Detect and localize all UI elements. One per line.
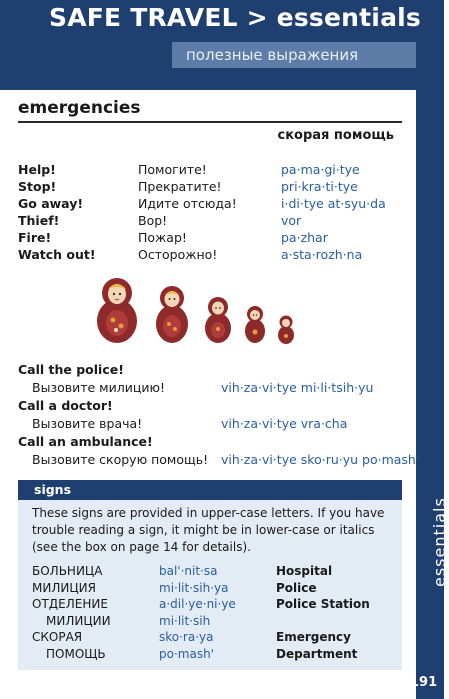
sign-pronunciation: a·dil·ye·ni·ye bbox=[159, 597, 236, 611]
sign-english: Police Station bbox=[276, 597, 370, 611]
matryoshka-doll-icon bbox=[156, 286, 188, 343]
section-divider bbox=[18, 121, 402, 123]
phrase-english: Help! bbox=[18, 162, 56, 177]
sign-english: Department bbox=[276, 646, 358, 661]
phrase-pronunciation: pa·zhar bbox=[281, 230, 328, 245]
sign-pronunciation: bal'·nit·sa bbox=[159, 564, 218, 578]
sign-russian: МИЛИЦИЯ bbox=[32, 580, 96, 595]
sign-row bbox=[32, 614, 396, 631]
call-pronunciation: vih·za·vi·tye mi·li·tsih·yu bbox=[221, 380, 374, 395]
phrase-row bbox=[18, 162, 408, 179]
sign-row bbox=[32, 581, 396, 598]
call-english: Call a doctor! bbox=[18, 398, 113, 413]
call-english: Call an ambulance! bbox=[18, 434, 153, 449]
page-title: SAFE TRAVEL > essentials bbox=[49, 3, 421, 32]
phrase-row bbox=[18, 179, 408, 196]
phrase-russian: Пожар! bbox=[138, 230, 187, 245]
phrase-russian: Помогите! bbox=[138, 162, 207, 177]
call-phrases bbox=[18, 362, 420, 470]
phrase-row bbox=[18, 196, 408, 213]
page-header bbox=[0, 0, 444, 90]
sign-pronunciation: sko·ra·ya bbox=[159, 630, 214, 644]
sign-row bbox=[32, 630, 396, 647]
phrase-pronunciation: pa·ma·gi·tye bbox=[281, 162, 360, 177]
section-title: emergencies bbox=[18, 98, 141, 118]
phrase-russian: Вор! bbox=[138, 213, 168, 228]
phrase-pronunciation: pri·kra·ti·tye bbox=[281, 179, 358, 194]
phrase-pronunciation: a·sta·rozh·na bbox=[281, 247, 363, 262]
russian-section-heading: скорая помощь bbox=[277, 128, 394, 143]
call-pronunciation: vih·za·vi·tye vra·cha bbox=[221, 416, 348, 431]
sign-russian: ПОМОЩЬ bbox=[46, 646, 106, 661]
sign-russian: ОТДЕЛЕНИЕ bbox=[32, 597, 108, 611]
signs-title: signs bbox=[34, 482, 72, 497]
phrase-list bbox=[18, 162, 408, 264]
page-subtitle: полезные выражения bbox=[172, 42, 416, 68]
signs-header bbox=[18, 480, 402, 500]
sign-russian: БОЛЬНИЦА bbox=[32, 564, 103, 578]
call-english: Call the police! bbox=[18, 362, 124, 377]
phrase-english: Stop! bbox=[18, 179, 57, 194]
phrase-pronunciation: i·di·tye at·syu·da bbox=[281, 196, 386, 211]
call-phrase bbox=[18, 434, 420, 470]
phrase-english: Watch out! bbox=[18, 247, 96, 262]
sign-russian: СКОРАЯ bbox=[32, 630, 83, 644]
phrase-russian: Прекратите! bbox=[138, 179, 222, 194]
phrase-russian: Осторожно! bbox=[138, 247, 218, 262]
sign-english: Hospital bbox=[276, 564, 333, 578]
phrase-row bbox=[18, 230, 408, 247]
side-tab bbox=[416, 90, 444, 699]
matryoshka-doll-icon bbox=[245, 306, 265, 343]
sign-pronunciation: mi·lit·sih bbox=[159, 613, 211, 628]
call-pronunciation: vih·za·vi·tye sko·ru·yu po·mash' bbox=[221, 452, 420, 467]
sign-english: Emergency bbox=[276, 630, 351, 644]
phrase-english: Go away! bbox=[18, 196, 84, 211]
matryoshka-dolls-icon bbox=[95, 273, 315, 345]
call-phrase bbox=[18, 398, 408, 434]
phrase-english: Thief! bbox=[18, 213, 60, 228]
sign-row bbox=[32, 647, 396, 664]
signs-intro: These signs are provided in upper-case letters. If you have trouble reading a sign, it might be in lower-case or italics (see the box on page 14 for details). bbox=[32, 506, 385, 554]
phrase-english: Fire! bbox=[18, 230, 52, 245]
matryoshka-doll-icon bbox=[97, 278, 137, 343]
sign-row bbox=[32, 597, 396, 614]
signs-box bbox=[18, 480, 402, 670]
phrase-pronunciation: vor bbox=[281, 213, 302, 228]
matryoshka-doll-icon bbox=[278, 316, 294, 345]
call-russian: Вызовите милицию! bbox=[32, 380, 166, 395]
signs-table bbox=[32, 564, 396, 663]
phrase-row bbox=[18, 213, 408, 230]
page-number: 191 bbox=[410, 675, 438, 690]
sign-russian: МИЛИЦИИ bbox=[46, 613, 111, 628]
sign-row bbox=[32, 564, 396, 581]
call-russian: Вызовите врача! bbox=[32, 416, 143, 431]
sign-pronunciation: mi·lit·sih·ya bbox=[159, 580, 229, 595]
sign-english: Police bbox=[276, 580, 317, 595]
call-russian: Вызовите скорую помощь! bbox=[32, 452, 209, 467]
phrase-russian: Идите отсюда! bbox=[138, 196, 237, 211]
phrase-row bbox=[18, 247, 408, 264]
matryoshka-doll-icon bbox=[205, 297, 231, 343]
sign-pronunciation: po·mash' bbox=[159, 646, 214, 661]
call-phrase bbox=[18, 362, 408, 398]
side-tab-label: essentials bbox=[430, 497, 449, 587]
